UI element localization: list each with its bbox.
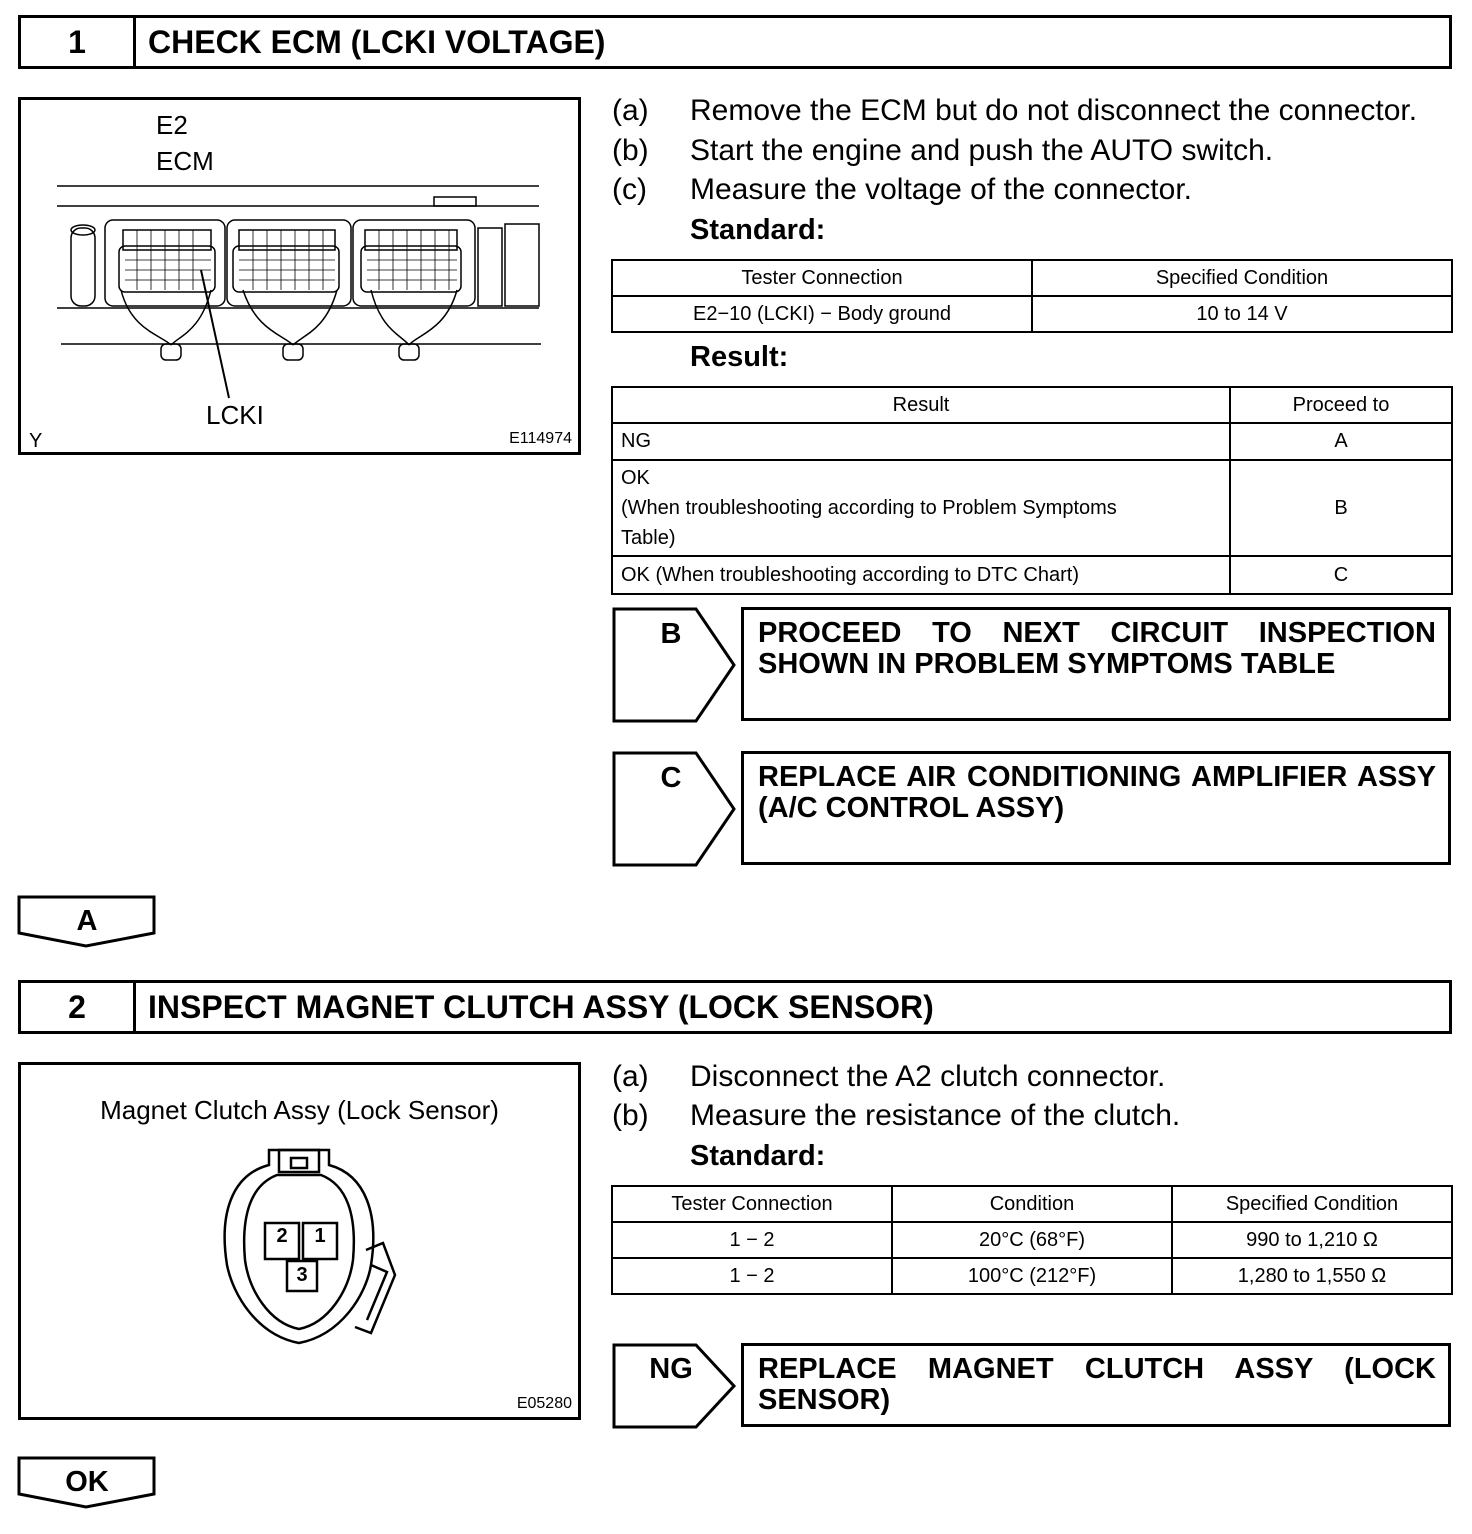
instruction-item: [612, 1099, 1180, 1133]
table-cell: 990 to 1,210 Ω: [1172, 1222, 1452, 1258]
standard-table: [611, 1185, 1453, 1295]
standard-heading: Standard:: [690, 214, 826, 246]
table-row: [612, 460, 1452, 556]
instruction-text: Disconnect the A2 clutch connector.: [690, 1060, 1166, 1093]
table-cell: 20°C (68°F): [892, 1222, 1172, 1258]
figure-code: E114974: [509, 430, 572, 447]
table-cell: 1,280 to 1,550 Ω: [1172, 1258, 1452, 1294]
connector-illustration: [21, 1065, 578, 1417]
result-line: OK: [621, 467, 650, 489]
result-table: [611, 386, 1453, 595]
table-header: Tester Connection: [612, 1186, 892, 1222]
standard-table: [611, 259, 1453, 333]
table-cell: C: [1230, 556, 1452, 594]
instruction-item: [612, 134, 1273, 168]
table-header: Result: [612, 387, 1230, 423]
branch-tag-c: C: [660, 762, 682, 794]
result-line: (When troubleshooting according to Problem Symptoms: [621, 497, 1117, 519]
continue-tag-a: A: [76, 905, 98, 937]
table-row: [612, 556, 1452, 594]
step2-number: 2: [21, 983, 136, 1031]
pin-label: 2: [276, 1225, 288, 1247]
figure-label-lcki: LCKI: [206, 400, 264, 430]
table-header: Specified Condition: [1172, 1186, 1452, 1222]
instruction-item: [612, 173, 1192, 207]
branch-action-c: REPLACE AIR CONDITIONING AMPLIFIER ASSY (A/C CONTROL ASSY): [741, 751, 1451, 865]
table-row: [612, 296, 1452, 332]
instruction-label: (a): [612, 1060, 649, 1093]
table-header: Condition: [892, 1186, 1172, 1222]
table-row: [612, 1222, 1452, 1258]
table-cell: E2−10 (LCKI) − Body ground: [612, 296, 1032, 332]
instruction-label: (b): [612, 134, 649, 167]
instruction-label: (b): [612, 1099, 649, 1132]
table-cell: B: [1230, 460, 1452, 556]
ecm-figure: [18, 97, 581, 455]
instruction-label: (c): [612, 173, 647, 206]
branch-tag-ng: NG: [649, 1353, 693, 1385]
ecm-illustration: [21, 100, 578, 452]
pin-label: 3: [296, 1264, 308, 1286]
step1-header: [18, 15, 1452, 69]
table-row: [612, 1258, 1452, 1294]
result-heading: Result:: [690, 341, 789, 373]
instruction-text: Measure the voltage of the connector.: [690, 173, 1192, 206]
figure-label-ecm: ECM: [156, 146, 214, 176]
instruction-item: [612, 1060, 1165, 1094]
table-cell: 10 to 14 V: [1032, 296, 1452, 332]
figure-label-e2: E2: [156, 110, 188, 140]
table-cell: A: [1230, 423, 1452, 460]
table-row: [612, 423, 1452, 460]
branch-action-ng: REPLACE MAGNET CLUTCH ASSY (LOCK SENSOR): [741, 1343, 1451, 1427]
instruction-label: (a): [612, 94, 649, 127]
table-cell: [612, 460, 1230, 556]
table-cell: 1 − 2: [612, 1258, 892, 1294]
instruction-text: Remove the ECM but do not disconnect the connector.: [690, 94, 1418, 127]
table-cell: 1 − 2: [612, 1222, 892, 1258]
clutch-connector-figure: [18, 1062, 581, 1420]
branch-action-b: PROCEED TO NEXT CIRCUIT INSPECTION SHOWN IN PROBLEM SYMPTOMS TABLE: [741, 607, 1451, 721]
step1-number: 1: [21, 18, 136, 66]
instruction-item: [612, 94, 1417, 128]
table-cell: [612, 423, 1230, 460]
table-header: Tester Connection: [612, 260, 1032, 296]
instruction-text: Measure the resistance of the clutch.: [690, 1099, 1181, 1132]
step2-title: INSPECT MAGNET CLUTCH ASSY (LOCK SENSOR): [148, 988, 934, 1025]
branch-tag-b: B: [660, 618, 682, 650]
table-cell: 100°C (212°F): [892, 1258, 1172, 1294]
figure-code: E05280: [516, 1395, 572, 1412]
pin-label: 1: [314, 1225, 326, 1247]
figure-caption: Magnet Clutch Assy (Lock Sensor): [100, 1095, 499, 1125]
result-line: NG: [621, 430, 651, 452]
table-header: Specified Condition: [1032, 260, 1452, 296]
instruction-text: Start the engine and push the AUTO switch.: [690, 134, 1274, 167]
result-line: OK (When troubleshooting according to DTC Chart): [621, 563, 1079, 586]
result-line: Table): [621, 527, 676, 549]
continue-tag-ok: OK: [65, 1466, 109, 1498]
standard-heading: Standard:: [690, 1140, 826, 1172]
step1-title: CHECK ECM (LCKI VOLTAGE): [148, 23, 606, 60]
step2-header: [18, 980, 1452, 1034]
table-cell: [612, 556, 1230, 594]
table-header: Proceed to: [1230, 387, 1452, 423]
figure-corner-mark: Y: [29, 430, 43, 452]
